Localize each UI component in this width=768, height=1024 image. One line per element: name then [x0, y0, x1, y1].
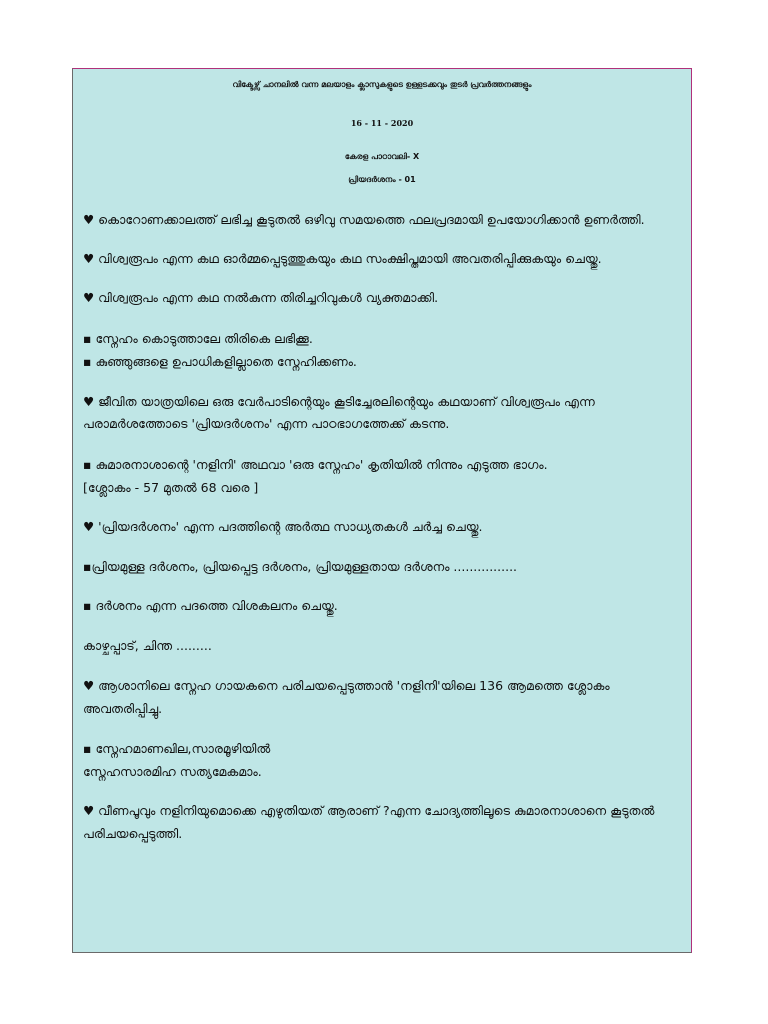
- list-item: ▪ സ്നേഹമാണഖില,സാരമൂഴിയിൽ: [83, 741, 271, 756]
- list-item: ♥ വീണപൂവും നളിനിയുമൊക്കെ എഴുതിയത് ആരാണ് ?എന്ന ചോദ്യത്തിലൂടെ കുമാരനാശാനെ കൂടുതൽ: [83, 803, 655, 818]
- list-item: ▪ സ്നേഹം കൊടുത്താലേ തിരികെ ലഭിക്കൂ.: [83, 331, 313, 346]
- list-item: ♥ 'പ്രിയദർശനം' എന്ന പദത്തിന്റെ അർത്ഥ സാധ്യതകൾ ചർച്ച ചെയ്തു.: [83, 519, 483, 534]
- list-item: ▪ കുഞ്ഞുങ്ങളെ ഉപാധികളില്ലാതെ സ്നേഹിക്കണം.: [83, 354, 357, 369]
- list-item: ▪ കുമാരനാശാന്റെ 'നളിനി' അഥവാ 'ഒരു സ്നേഹം' കൃതിയിൽ നിന്നും എടുത്ത ഭാഗം.: [83, 457, 548, 472]
- list-item: ♥ കൊറോണക്കാലത്ത് ലഭിച്ച കൂടുതൽ ഒഴിവു സമയത്തെ ഫലപ്രദമായി ഉപയോഗിക്കാൻ ഉണർത്തി.: [83, 212, 645, 227]
- list-item: അവതരിപ്പിച്ചു.: [83, 701, 163, 716]
- list-item: സ്നേഹസാരമിഹ സത്യമേകമാം.: [83, 764, 262, 779]
- list-item: ♥ വിശ്വരൂപം എന്ന കഥ നൽകുന്ന തിരിച്ചറിവുകൾ വ്യക്തമാക്കി.: [83, 290, 439, 305]
- list-item: പരിചയപ്പെടുത്തി.: [83, 826, 183, 841]
- list-item: ♥ ജീവിത യാത്രയിലെ ഒരു വേർപാടിന്റെയും കൂടിച്ചേരലിന്റെയും കഥയാണ് വിശ്വരൂപം എന്ന: [83, 394, 595, 409]
- content-box: [72, 68, 692, 953]
- list-item: [ശ്ലോകം - 57 മുതൽ 68 വരെ ]: [83, 480, 259, 495]
- list-item: ♥ ആശാനിലെ സ്നേഹ ഗായകനെ പരിചയപ്പെടുത്താൻ 'നളിനി'യിലെ 136 ആമത്തെ ശ്ലോകം: [83, 678, 610, 693]
- list-item: പരാമർശത്തോടെ 'പ്രിയദർശനം' എന്ന പാഠഭാഗത്തേക്ക് കടന്നു.: [83, 416, 450, 431]
- list-item: ▪പ്രിയമുള്ള ദർശനം, പ്രിയപ്പെട്ട ദർശനം, പ്രിയമുള്ളതായ ദർശനം ................: [83, 559, 518, 574]
- date: 16 - 11 - 2020: [350, 118, 414, 128]
- document-title: വിക്ടേഴ്സ് ചാനലിൽ വന്ന മലയാളം ക്ലാസുകളുടെ ഉള്ളടക്കവും തുടർ പ്രവർത്തനങ്ങളും: [232, 80, 532, 89]
- subject: കേരള പാഠാവലി- X: [344, 152, 420, 161]
- list-item: കാഴ്ചപ്പാട്, ചിന്ത .........: [83, 638, 212, 653]
- list-item: ▪ ദർശനം എന്ന പദത്തെ വിശകലനം ചെയ്തു.: [83, 598, 338, 613]
- lesson-title: പ്രിയദർശനം - 01: [348, 175, 416, 184]
- list-item: ♥ വിശ്വരൂപം എന്ന കഥ ഓർമ്മപ്പെടുത്തുകയും കഥ സംക്ഷിപ്തമായി അവതരിപ്പിക്കുകയും ചെയ്തു.: [83, 251, 602, 266]
